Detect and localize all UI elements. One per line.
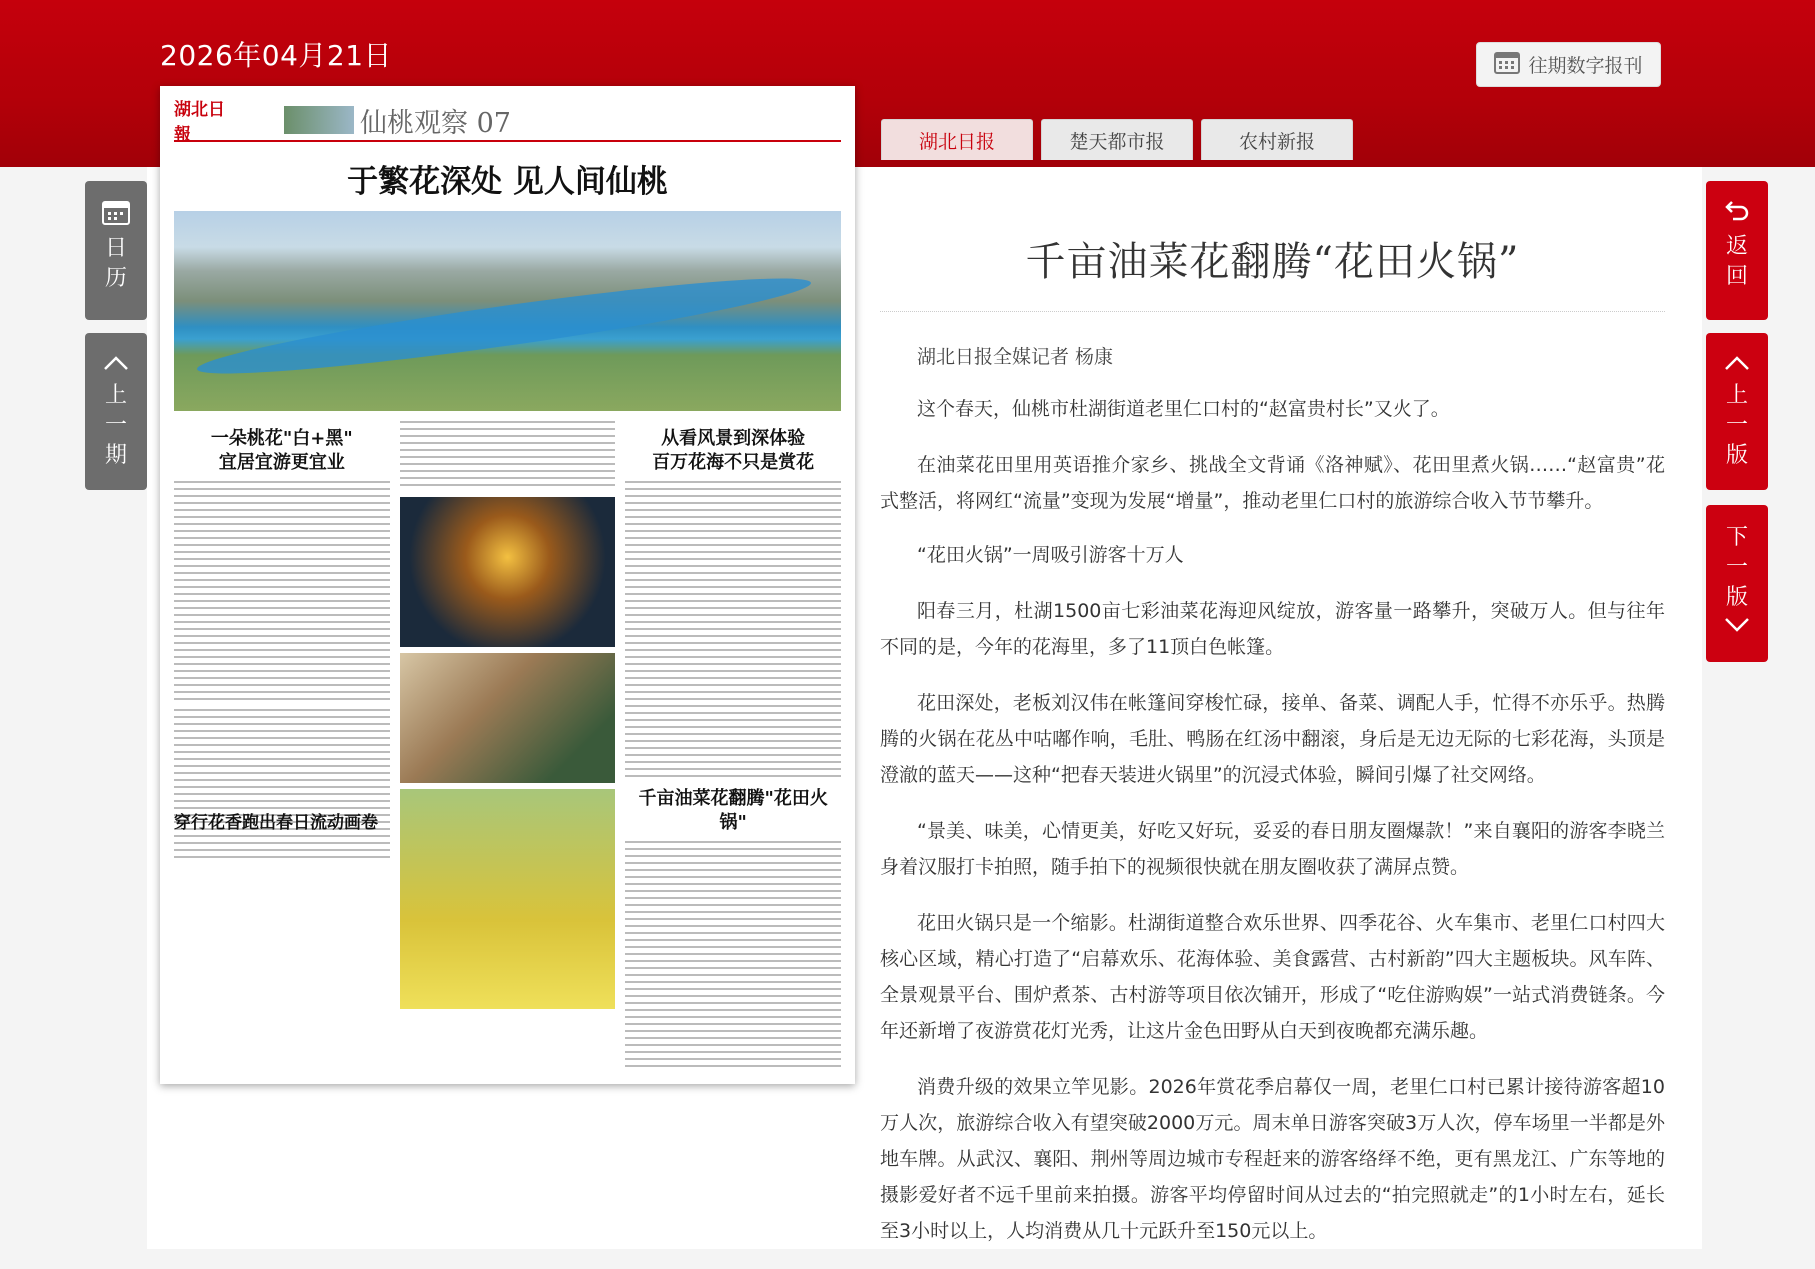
past-issues-label: 往期数字报刊 (1528, 55, 1643, 77)
prev-issue-label-3: 期 (104, 443, 127, 468)
prev-page-button[interactable] (1706, 333, 1768, 490)
article-title: 千亩油菜花翻腾“花田火锅” (1025, 239, 1520, 285)
story-3-title[interactable]: 穿行花香跑出春日流动画卷 (174, 813, 378, 833)
issue-date: 2026年04月21日 (160, 39, 393, 72)
calendar-button[interactable] (85, 181, 147, 320)
story-1-text-2 (174, 709, 390, 859)
newspaper-page[interactable] (160, 86, 855, 1084)
chevron-down-icon (1723, 613, 1751, 643)
aerial-city-photo (174, 211, 841, 411)
newspaper-page-content (174, 100, 841, 1070)
article-paragraph: 这个春天，仙桃市杜湖街道老里仁口村的“赵富贵村长”又火了。 (917, 398, 1450, 420)
chevron-up-icon (1723, 351, 1751, 381)
story-1-text (174, 481, 390, 701)
calendar-label-1: 日 (104, 236, 127, 261)
runners-photo (400, 789, 616, 1009)
prev-issue-label-2: 一 (104, 413, 127, 438)
article (880, 200, 1665, 1269)
calendar-icon (1494, 50, 1520, 79)
article-paragraph: 花田火锅只是一个缩影。杜湖街道整合欢乐世界、四季花谷、火车集市、老里仁口村四大核心区域，精心打造了“启幕欢乐、花海体验、美食露营、古村新韵”四大主题板块。风车阵、全景观景平台、围炉煮茶、古村游等项目依次铺开，形成了“吃住游购娱”一站式消费链条。今年还新增了夜游赏花灯光秀，让这片金色田野从白天到夜晚都充满乐趣。 (880, 912, 1665, 1042)
story-2-title[interactable]: 从看风景到深体验 百万花海不只是赏花 (652, 428, 815, 473)
article-paragraph: 花田深处，老板刘汉伟在帐篷间穿梭忙碌，接单、备菜、调配人手，忙得不亦乐乎。热腾腾的火锅在花丛中咕嘟作响，毛肚、鸭肠在红汤中翻滚，身后是无边无际的七彩花海，头顶是澄澈的蓝天——这种“把春天装进火锅里”的沉浸式体验，瞬间引爆了社交网络。 (880, 692, 1665, 786)
next-page-label-2: 一 (1725, 555, 1748, 580)
article-paragraph: 阳春三月，杜湖1500亩七彩油菜花海迎风绽放，游客量一路攀升，突破万人。但与往年不同的是，今年的花海里，多了11顶白色帐篷。 (880, 600, 1665, 658)
article-paragraph: 消费升级的效果立竿见影。2026年赏花季启幕仅一周，老里仁口村已累计接待游客超10万人次，旅游综合收入有望突破2000万元。周末单日游客突破3万人次，停车场里一半都是外地车牌。从武汉、襄阳、荆州等周边城市专程赶来的游客络绎不绝，更有黑龙江、广东等地的摄影爱好者不远千里前来拍摄。游客平均停留时间从过去的“拍完照就走”的1小时左右，延长至3小时以上，人均消费从几十元跃升至150元以上。 (880, 1076, 1665, 1242)
next-page-label-1: 下 (1725, 525, 1748, 550)
article-paragraph: 在油菜花田里用英语推介家乡、挑战全文背诵《洛神赋》、花田里煮火锅……“赵富贵”花式整活，将网红“流量”变现为发展“增量”，推动老里仁口村的旅游综合收入节节攀升。 (880, 454, 1665, 512)
back-label-1: 返 (1725, 234, 1748, 259)
story-1-title[interactable]: 一朵桃花"白+黑" 宜居宜游更宜业 (210, 428, 353, 473)
chevron-up-icon (102, 351, 130, 381)
prev-page-label-2: 一 (1725, 413, 1748, 438)
tab-rural-news[interactable]: 农村新报 (1201, 119, 1353, 160)
masthead-thumbnail (284, 106, 354, 134)
article-byline: 湖北日报全媒记者 杨康 (917, 346, 1114, 368)
calendar-icon (102, 199, 130, 234)
next-page-button[interactable] (1706, 505, 1768, 662)
story-4-title[interactable]: 千亩油菜花翻腾"花田火锅" (638, 788, 828, 833)
prev-page-label-1: 上 (1725, 383, 1748, 408)
prev-page-label-3: 版 (1725, 443, 1748, 468)
hotpot-photo (400, 653, 616, 783)
next-page-label-3: 版 (1725, 585, 1748, 610)
newspaper-masthead (174, 100, 841, 145)
tab-chutian-metro[interactable]: 楚天都市报 (1041, 119, 1193, 160)
story-2-text (625, 481, 841, 781)
article-subheading: “花田火锅”一周吸引游客十万人 (917, 544, 1184, 566)
title-divider (880, 311, 1665, 312)
prev-issue-button[interactable] (85, 333, 147, 490)
return-arrow-icon (1723, 199, 1751, 232)
calendar-label-2: 历 (104, 266, 127, 291)
story-2-text-a (400, 421, 616, 491)
newspaper-section: 仙桃观察 07 (360, 107, 511, 139)
newspaper-tabs (881, 119, 1353, 160)
newspaper-headline: 于繁花深处 见人间仙桃 (347, 164, 668, 200)
back-label-2: 回 (1725, 264, 1748, 289)
article-paragraph: “景美、味美，心情更美，好吃又好玩，妥妥的春日朋友圈爆款！”来自襄阳的游客李晓兰身着汉服打卡拍照，随手拍下的视频很快就在朋友圈收获了满屏点赞。 (880, 820, 1665, 878)
prev-issue-label-1: 上 (104, 383, 127, 408)
back-button[interactable] (1706, 181, 1768, 320)
newspaper-logo: 湖北日報 (174, 100, 225, 145)
lantern-photo (400, 497, 616, 647)
story-4-text (625, 841, 841, 1070)
tab-hubei-daily[interactable]: 湖北日报 (881, 119, 1033, 160)
past-issues-button[interactable] (1476, 42, 1661, 87)
